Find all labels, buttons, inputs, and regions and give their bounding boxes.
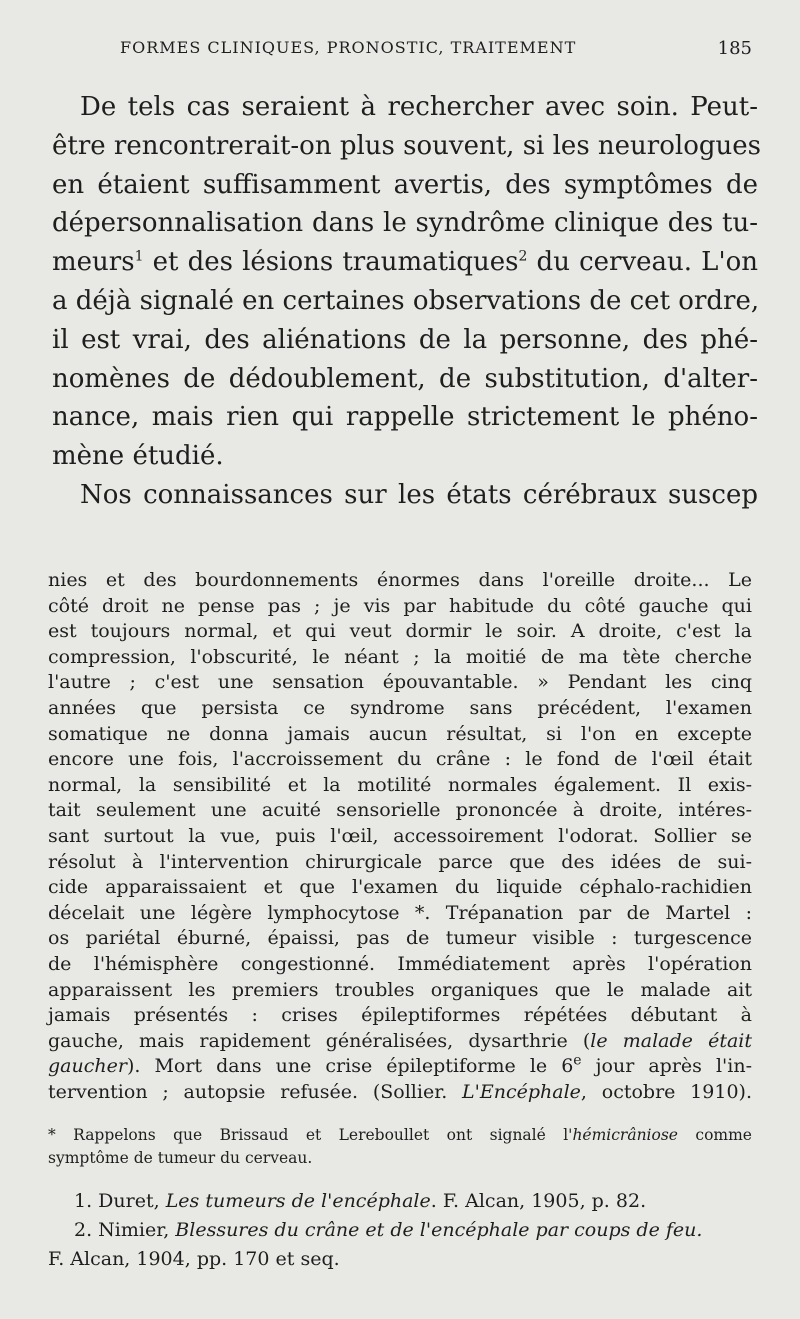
quote-line (48, 1029, 752, 1055)
text-fragment: comme (677, 1126, 752, 1144)
quote-line: tait seulement une acuité sensorielle prononcée à droite, intéres- (48, 799, 752, 822)
quote-line: est toujours normal, et qui veut dormir le soir. A droite, c'est la (48, 620, 752, 643)
quote-line: décelait une légère lymphocytose *. Trépanation par de Martel : (48, 901, 752, 924)
text-fragment: * Rappelons que Brissaud et Lereboullet ont signalé l' (48, 1126, 573, 1144)
quote-line: résolut à l'intervention chirurgicale parce que des idées de sui- (48, 850, 752, 873)
main-text (52, 88, 761, 515)
quote-line: côté droit ne pense pas ; je vis par habitude du côté gauche qui (48, 594, 752, 617)
page-number: 185 (717, 38, 752, 59)
quote-line (48, 1054, 752, 1080)
text-fragment: , octobre 1910). (580, 1080, 752, 1103)
text-line: il est vrai, des aliénations de la personne, des phé- (52, 324, 758, 355)
quote-line: années que persista ce syndrome sans précédent, l'examen (48, 696, 752, 719)
text-line: être rencontrerait-on plus souvent, si les neurologues (52, 130, 761, 161)
text-line: Nos connaissances sur les états cérébraux suscep (80, 479, 758, 510)
note-line (48, 1124, 752, 1147)
text-fragment: 1. Duret, (74, 1190, 166, 1212)
running-title: FORMES CLINIQUES, PRONOSTIC, TRAITEMENT (120, 38, 577, 57)
text-fragment: et des lésions traumatiques (143, 247, 519, 278)
text-fragment: . F. Alcan, 1905, p. 82. (430, 1190, 647, 1212)
quote-line (48, 1080, 752, 1106)
italic-fragment: hémicrâniose (572, 1126, 678, 1144)
text-fragment: gauche, mais rapidement généralisées, dysarthrie ( (48, 1029, 591, 1052)
italic-fragment: gaucher (48, 1055, 127, 1078)
text-fragment: tervention ; autopsie refusée. (Sollier. (48, 1080, 463, 1103)
footnote-ref-1: 1 (134, 248, 144, 265)
footnote-ref-2: 2 (518, 248, 528, 265)
text-line: mène étudié. (52, 441, 224, 472)
quote-line: normal, la sensibilité et la motilité normales également. Il exis- (48, 773, 752, 796)
footnote-2 (48, 1216, 752, 1245)
italic-fragment: le malade était (590, 1029, 752, 1052)
quote-line: jamais présentés : crises épileptiformes répétées débutant à (48, 1004, 752, 1027)
quote-line: somatique ne donna jamais aucun résultat, si l'on en excepte (48, 722, 752, 745)
text-line: dépersonnalisation dans le syndrôme clinique des tu- (52, 208, 758, 239)
text-line: a déjà signalé en certaines observations de cet ordre, (52, 285, 760, 316)
italic-fragment: L'Encéphale (462, 1080, 581, 1103)
italic-fragment: Les tumeurs de l'encéphale (165, 1190, 431, 1212)
footnotes (48, 1187, 752, 1274)
text-fragment: 2. Nimier, (74, 1219, 176, 1241)
running-header (120, 38, 752, 68)
text-line (52, 243, 758, 282)
text-fragment: du cerveau. L'on (527, 247, 758, 278)
quote-line: nies et des bourdonnements énormes dans l'oreille droite... Le (48, 569, 752, 591)
footnote-1 (48, 1187, 752, 1216)
superscript: e (573, 1052, 582, 1069)
text-line: nance, mais rien qui rappelle strictement le phéno- (52, 402, 758, 433)
note-line: symptôme de tumeur du cerveau. (48, 1149, 313, 1167)
quote-line: encore une fois, l'accroissement du crâne : le fond de l'œil était (48, 748, 752, 771)
quoted-observation (48, 568, 752, 1105)
text-line: en étaient suffisamment avertis, des symptômes de (52, 169, 758, 200)
quote-line: apparaissent les premiers troubles organiques que le malade ait (48, 978, 752, 1001)
quote-line: sant surtout la vue, puis l'œil, accessoirement l'odorat. Sollier se (48, 824, 752, 847)
italic-fragment: Blessures du crâne et de l'encéphale par coups de feu. (175, 1219, 703, 1241)
text-fragment: jour après l'in- (581, 1055, 752, 1078)
text-fragment: meurs (52, 247, 135, 278)
quote-line: os pariétal éburné, épaissi, pas de tumeur visible : turgescence (48, 927, 752, 950)
quote-line: l'autre ; c'est une sensation épouvantable. » Pendant les cinq (48, 671, 752, 694)
asterisk-note (48, 1124, 752, 1170)
quote-line: cide apparaissaient et que l'examen du liquide céphalo-rachidien (48, 876, 752, 899)
footnote-2-continued: F. Alcan, 1904, pp. 170 et seq. (48, 1248, 340, 1270)
quote-line: de l'hémisphère congestionné. Immédiatement après l'opération (48, 952, 752, 975)
text-line: De tels cas seraient à rechercher avec soin. Peut- (80, 92, 758, 122)
text-line: nomènes de dédoublement, de substitution, d'alter- (52, 363, 758, 394)
quote-line: compression, l'obscurité, le néant ; la moitié de ma tète cherche (48, 645, 752, 668)
text-fragment: ). Mort dans une crise épileptiforme le 6 (126, 1055, 574, 1078)
